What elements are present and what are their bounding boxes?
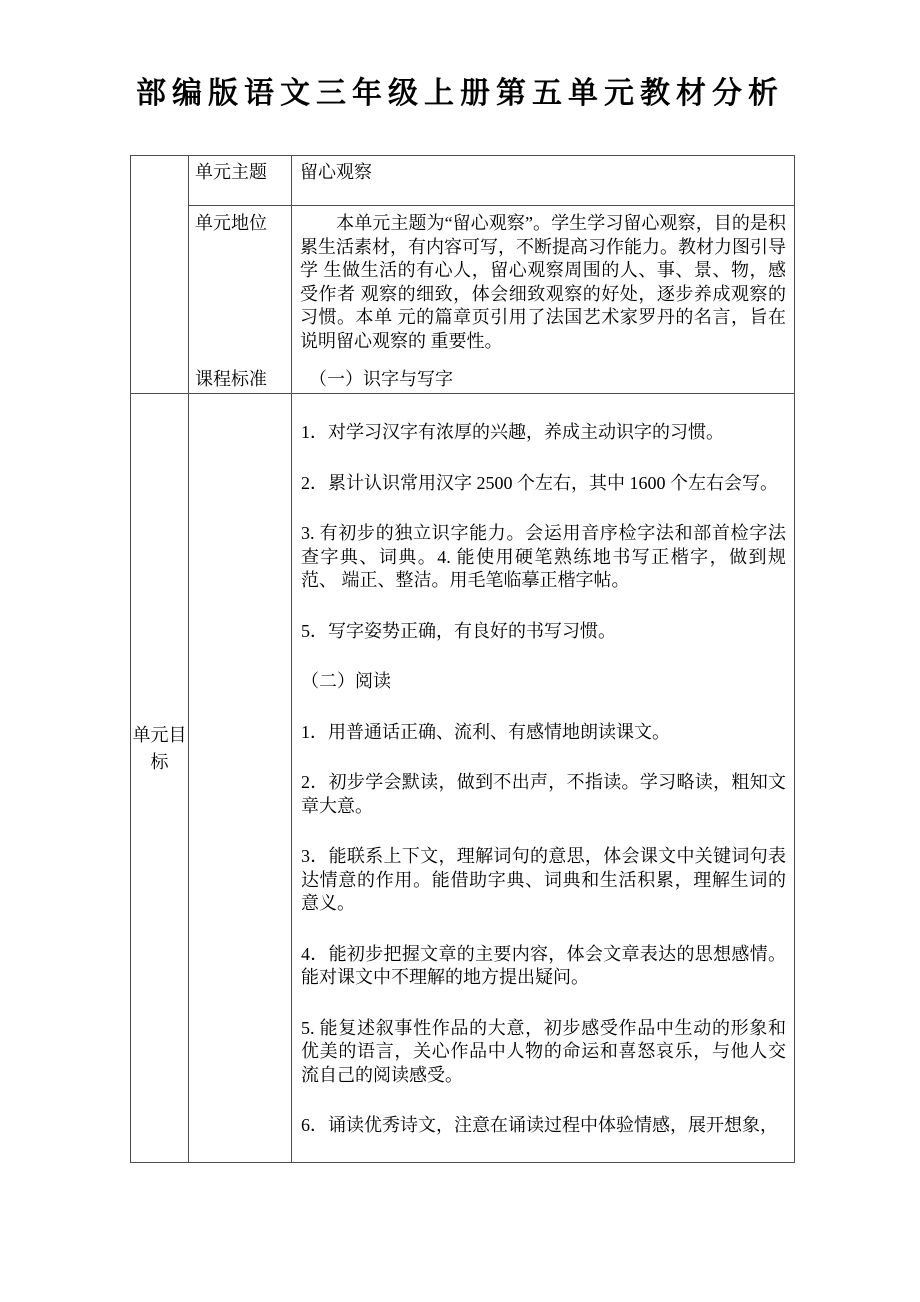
goal-item: 6．诵读优秀诗文，注意在诵读过程中体验情感，展开想象， [301,1115,778,1135]
goal-item: 5. 能复述叙事性作品的大意，初步感受作品中生动的形象和优美的语言，关心作品中人物的命运和喜怒哀乐，与他人交流自己的阅读感受。 [301,1017,786,1085]
row-label-unit-theme [189,156,292,206]
document-title: 部编版语文三年级上册第五单元教材分析 [136,77,784,110]
unit-goals-content-cell [292,394,794,1162]
unit-theme-value: 留心观察 [300,162,372,182]
goal-item: 3．能联系上下文，理解词句的意思，体会课文中关键词句表达情意的作用。能借助字典、词典和生活积累，理解生词的意义。 [301,846,786,913]
unit-theme-label: 单元主题 [195,162,267,182]
goal-item: 1．用普通话正确、流利、有感情地朗读课文。 [301,721,670,742]
unit-theme-value-cell [292,156,794,206]
unit-position-label: 单元地位 [195,213,267,233]
standards-section-heading: （一）识字与写字 [300,369,453,389]
table-cell-middle-empty [189,394,292,1162]
row-label-unit-goals [131,394,189,1162]
goal-item: 2．初步学会默读，做到不出声，不指读。学习略读，粗知文章大意。 [301,772,786,816]
goal-item: 3. 有初步的独立识字能力。会运用音序检字法和部首检字法 查字典、词典。4. 能使用硬笔熟练地书写正楷字，做到规范、 端正、整洁。用毛笔临摹正楷字帖。 [301,523,786,590]
row-labels-position-standards [189,206,292,394]
goal-item: （二）阅读 [301,671,391,691]
table-cell-left-top-empty [131,156,189,394]
unit-position-paragraph: 本单元主题为“留心观察”。学生学习留心观察，目的是积 累生活素材，有内容可写，不断提高习作能力。教材力图引导学 生做生活的有心人，留心观察周围的人、事、景、物，感受作者 观察的细致，体会细致观察的好处，逐步养成观察的习惯。本单 元的篇章页引用了法国艺术家罗丹的名言，旨在说明留心观察的 重要性。 [300,213,786,351]
goal-item: 4．能初步把握文章的主要内容，体会文章表达的思想感情。能对课文中不理解的地方提出疑问。 [301,943,786,987]
unit-goals-label: 单元目标 [132,725,187,772]
curriculum-standards-label: 课程标准 [195,368,267,389]
unit-position-content-cell [292,206,794,394]
goal-item: 1．对学习汉字有浓厚的兴趣，养成主动识字的习惯。 [301,422,724,442]
goal-item: 2．累计认识常用汉字 2500 个左右，其中 1600 个左右会写。 [301,472,778,493]
unit-analysis-table [130,155,795,1163]
goal-item: 5．写字姿势正确，有良好的书写习惯。 [301,620,616,641]
